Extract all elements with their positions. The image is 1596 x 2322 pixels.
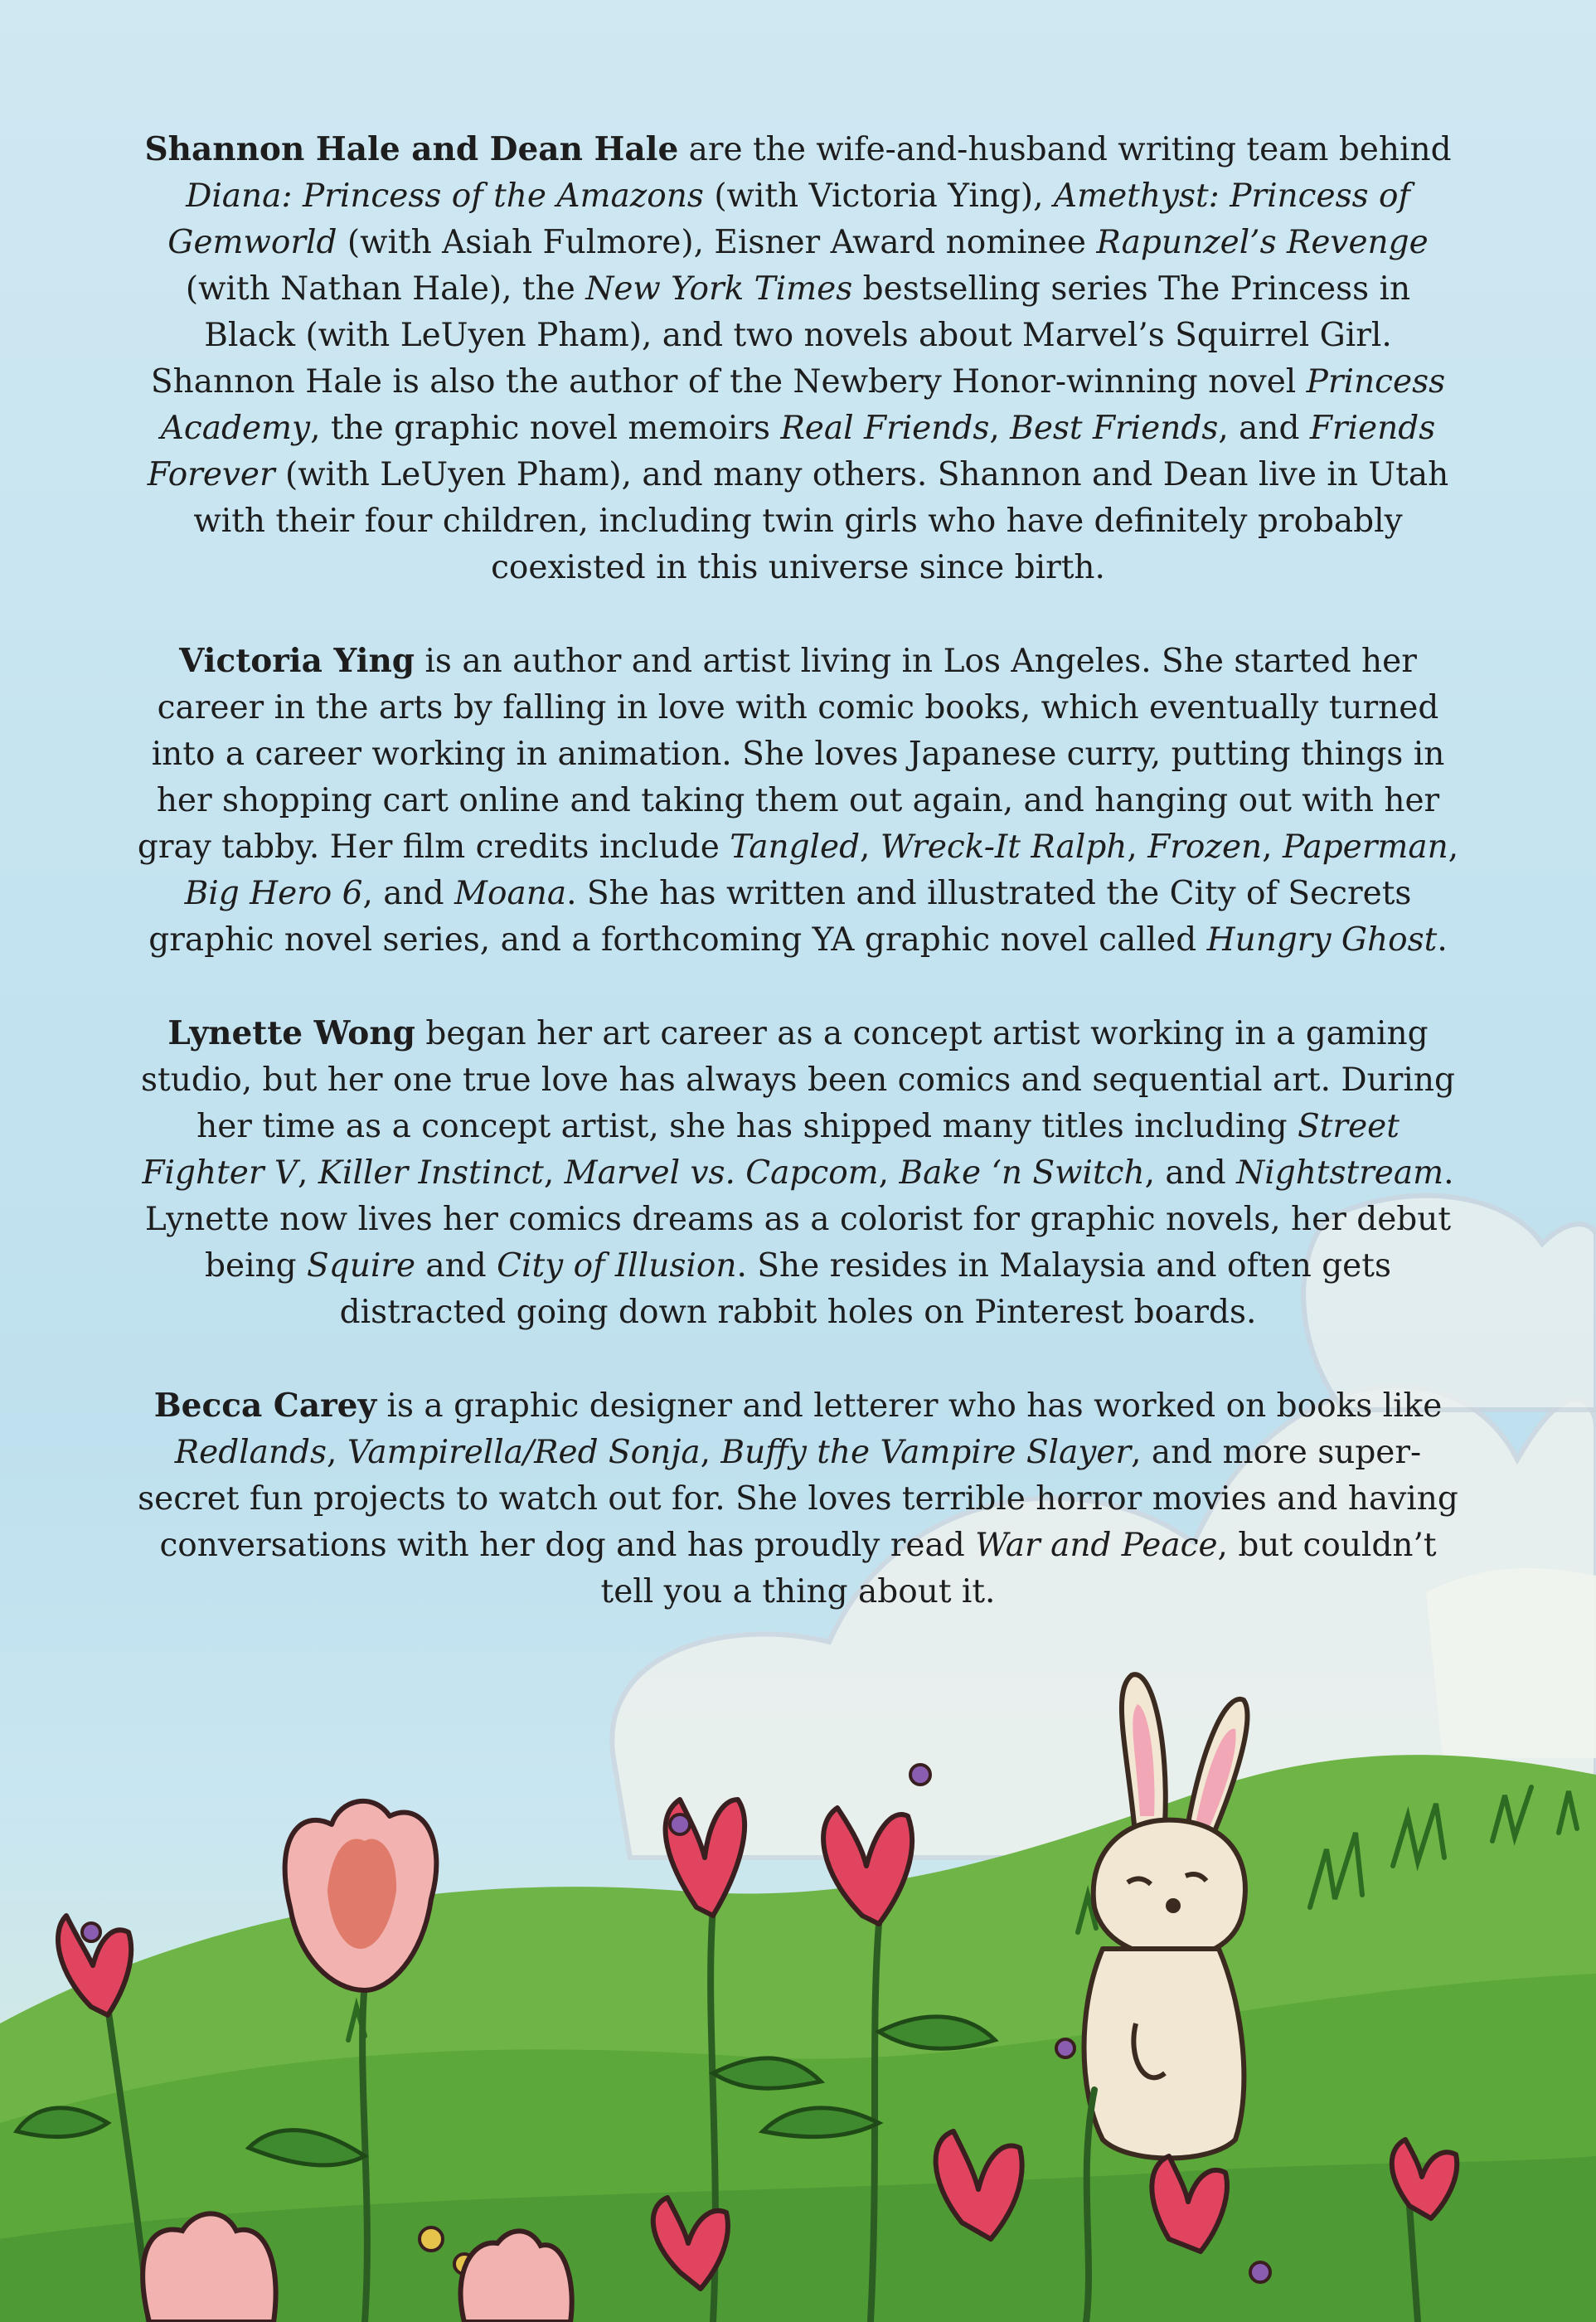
work-title: New York Times: [585, 270, 853, 308]
bio-becca-carey: [137, 1382, 1459, 1615]
bio-victoria-ying: [137, 638, 1459, 964]
author-name: Becca Carey: [153, 1387, 377, 1425]
work-title: Nightstream: [1236, 1154, 1444, 1192]
work-title: Marvel vs. Capcom: [564, 1154, 879, 1192]
bio-text: are the wife-and-husband writing team behind: [678, 131, 1452, 168]
work-title: Princess Academy: [160, 363, 1446, 447]
bio-text: , but couldn’t tell you a thing about it.: [600, 1527, 1437, 1610]
bio-text: , and: [1144, 1154, 1237, 1192]
bio-text: , and: [362, 875, 455, 912]
bio-text: and: [415, 1247, 497, 1285]
bio-lynette-wong: [137, 1010, 1459, 1336]
work-title: Squire: [307, 1247, 416, 1285]
work-title: City of Illusion: [497, 1247, 737, 1285]
bio-text: , the graphic novel memoirs: [310, 410, 781, 447]
work-title: Frozen: [1147, 828, 1263, 866]
bio-shannon-dean-hale: [137, 126, 1459, 591]
work-title: Amethyst: Princess of Gemworld: [167, 177, 1410, 261]
bio-text: , and: [1218, 410, 1310, 447]
work-title: Tangled: [730, 828, 861, 866]
bio-text: ,: [1127, 828, 1148, 866]
bio-text: (with Asiah Fulmore), Eisner Award nominee: [337, 224, 1097, 261]
work-title: Wreck-It Ralph: [880, 828, 1128, 866]
bio-text: ,: [543, 1154, 565, 1192]
work-title: Redlands: [174, 1434, 327, 1471]
bio-text: , and more super-secret fun projects to watch out for. She loves terrible horror movies and having conversations with her dog and has proudly read: [138, 1434, 1458, 1564]
work-title: Hungry Ghost: [1206, 921, 1438, 959]
work-title: Diana: Princess of the Amazons: [186, 177, 704, 215]
work-title: Killer Instinct: [318, 1154, 544, 1192]
work-title: Big Hero 6: [184, 875, 363, 912]
work-title: Buffy the Vampire Slayer: [720, 1434, 1132, 1471]
bio-text: ,: [327, 1434, 347, 1471]
work-title: War and Peace: [975, 1527, 1218, 1564]
bio-text: .: [1437, 921, 1448, 959]
bio-text: . She has written and illustrated the City of Secrets graphic novel series, and a forthcoming YA graphic novel called: [148, 875, 1412, 959]
work-title: Best Friends: [1010, 410, 1219, 447]
bio-text: is a graphic designer and letterer who has worked on books like: [376, 1387, 1443, 1425]
author-name: Shannon Hale and Dean Hale: [144, 130, 679, 168]
bio-text: bestselling series The Princess in Black (with LeUyen Pham), and two novels about Marvel’s Squirrel Girl. Shannon Hale is also the author of the Newbery Honor-winning novel: [150, 270, 1411, 401]
bio-text: (with Nathan Hale), the: [185, 270, 586, 308]
bio-text: . Lynette now lives her comics dreams as a colorist for graphic novels, her debut being: [144, 1154, 1454, 1285]
work-title: Real Friends: [780, 410, 990, 447]
work-title: Vampirella/Red Sonja: [347, 1434, 701, 1471]
author-name: Lynette Wong: [167, 1014, 415, 1052]
bio-text: ,: [860, 828, 880, 866]
bio-text: . She resides in Malaysia and often gets distracted going down rabbit holes on Pinterest boards.: [339, 1247, 1391, 1331]
author-bios: [137, 126, 1459, 1662]
bio-text: ,: [700, 1434, 721, 1471]
work-title: Friends Forever: [147, 410, 1436, 493]
bio-text: (with Victoria Ying),: [703, 177, 1054, 215]
bio-text: is an author and artist living in Los Angeles. She started her career in the arts by falling in love with comic books, which eventually turned into a career working in animation. She loves Japanese curry, putting things in her shopping cart online and taking them out again, and hanging out with her gray tabby. Her film credits include: [137, 643, 1445, 866]
bio-text: ,: [298, 1154, 318, 1192]
bio-text: ,: [1262, 828, 1283, 866]
bio-text: (with LeUyen Pham), and many others. Shannon and Dean live in Utah with their four children, including twin girls who have definitely probably coexisted in this universe since birth.: [193, 456, 1449, 586]
work-title: Moana: [454, 875, 567, 912]
author-name: Victoria Ying: [179, 642, 415, 680]
bio-text: ,: [878, 1154, 900, 1192]
bio-text: ,: [989, 410, 1011, 447]
bio-text: ,: [1448, 828, 1459, 866]
work-title: Paperman: [1282, 828, 1448, 866]
bio-text: began her art career as a concept artist working in a gaming studio, but her one true love has always been comics and sequential art. During her time as a concept artist, she has shipped many titles including: [141, 1015, 1455, 1145]
work-title: Street Fighter V: [142, 1108, 1400, 1192]
work-title: Rapunzel’s Revenge: [1096, 224, 1429, 261]
work-title: Bake ‘n Switch: [899, 1154, 1145, 1192]
